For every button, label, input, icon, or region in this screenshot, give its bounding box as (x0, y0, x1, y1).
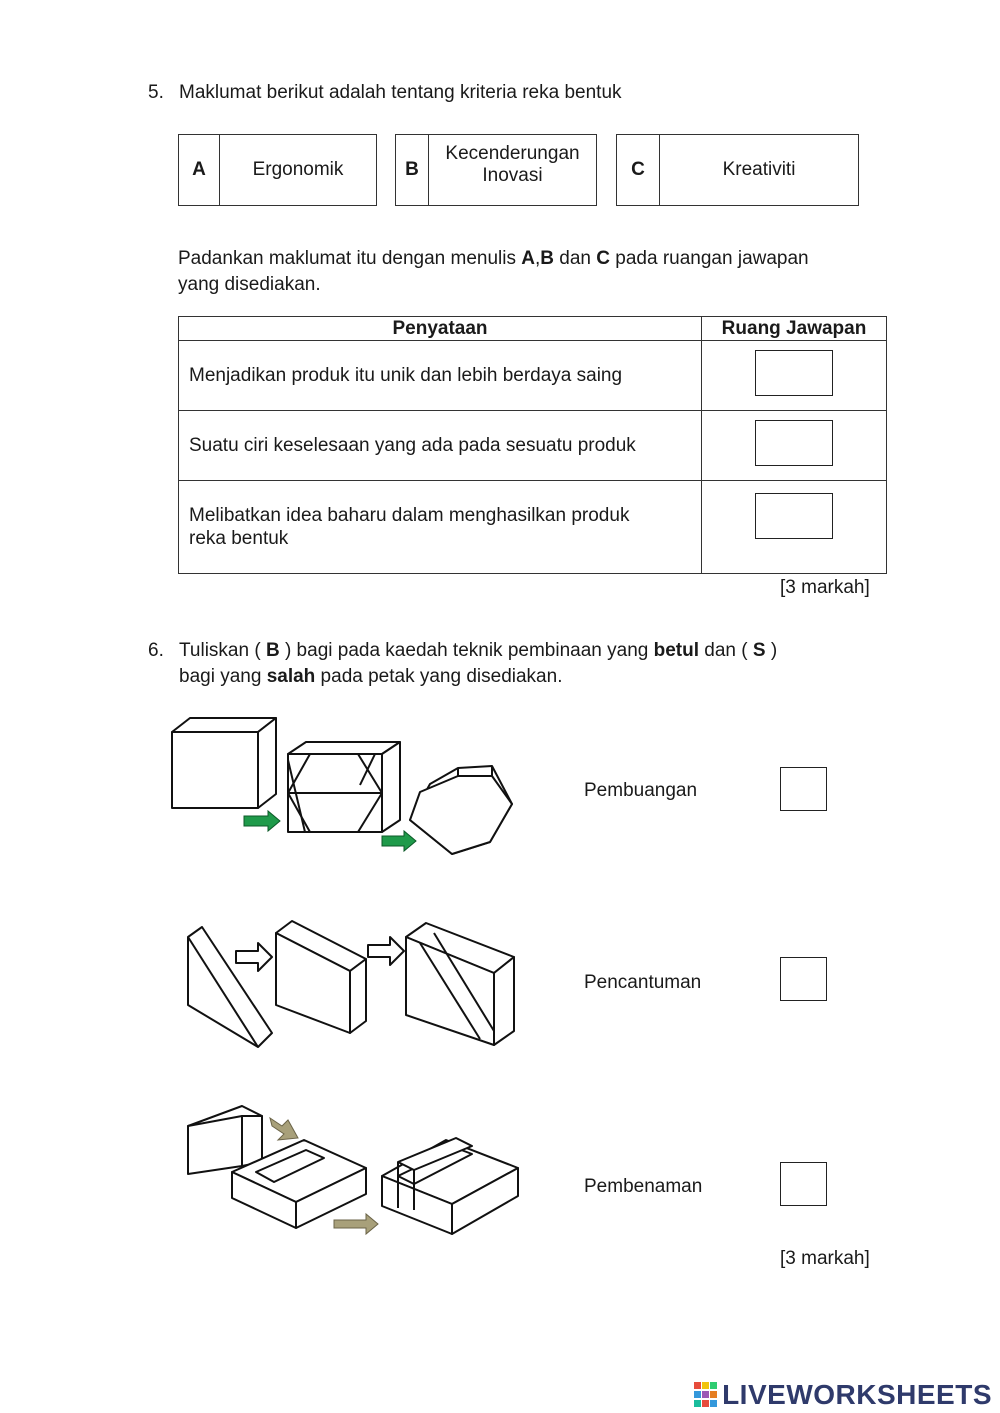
option-letter: B (396, 135, 429, 205)
white-arrow-icon (236, 943, 272, 971)
answer-input-box[interactable] (755, 350, 833, 396)
q6-marks: [3 markah] (780, 1248, 870, 1269)
small-block-front (188, 1116, 242, 1174)
liveworksheets-brand-text: LIVEWORKSHEETS (722, 1379, 992, 1410)
answer-box-pembuangan[interactable] (780, 767, 827, 811)
table-header-row (179, 317, 887, 341)
cut-cube-side (382, 742, 400, 832)
item-label-pembenaman: Pembenaman (584, 1176, 703, 1197)
cube-front-face (172, 732, 258, 808)
option-letter: A (179, 135, 220, 205)
q6-number: 6. (148, 640, 164, 661)
header-statement: Penyataan (179, 317, 702, 341)
tan-arrow-icon (334, 1214, 378, 1234)
item-label-pembuangan: Pembuangan (584, 780, 698, 801)
block-side (350, 959, 366, 1033)
table-row (179, 481, 887, 574)
pembenaman-figure (180, 1098, 530, 1248)
option-box-c (616, 134, 859, 206)
green-arrow-icon (244, 811, 280, 831)
q5-marks: [3 markah] (780, 577, 870, 598)
option-label: Kreativiti (722, 159, 796, 180)
statement-cell: Suatu ciri keselesaan yang ada pada sesuatu produk (179, 411, 702, 481)
answer-input-box[interactable] (755, 493, 833, 539)
header-answer: Ruang Jawapan (702, 317, 887, 341)
item-label-pencantuman: Pencantuman (584, 972, 702, 993)
statement-cell: Melibatkan idea baharu dalam menghasilkan produk reka bentuk (179, 481, 702, 574)
table-row (179, 411, 887, 481)
liveworksheets-logo (694, 1379, 992, 1411)
option-letter: C (617, 135, 660, 205)
answer-cell (702, 341, 887, 411)
statement-cell: Menjadikan produk itu unik dan lebih berdaya saing (179, 341, 702, 411)
option-label: Ergonomik (252, 159, 344, 180)
option-box-b (395, 134, 597, 206)
answer-cell (702, 481, 887, 574)
option-box-a (178, 134, 377, 206)
combined-side (494, 957, 514, 1045)
answer-box-pembenaman[interactable] (780, 1162, 827, 1206)
q6-question-text: Tuliskan ( B ) bagi pada kaedah teknik pembinaan yang betul dan ( S ) bagi yang salah pada petak yang disediakan. (179, 640, 778, 687)
small-block-side (242, 1116, 262, 1166)
cube-side-face (258, 718, 276, 808)
pembuangan-figure (160, 710, 530, 870)
option-label: Kecenderungan Inovasi (445, 143, 580, 186)
liveworksheets-logo-icon (694, 1382, 718, 1408)
tan-arrow-icon (270, 1118, 298, 1140)
white-arrow-icon (368, 937, 404, 965)
green-arrow-icon (382, 831, 416, 851)
pencantuman-figure (180, 905, 530, 1055)
hex-prism-front (410, 776, 512, 854)
answer-box-pencantuman[interactable] (780, 957, 827, 1001)
q5-instruction: Padankan maklumat itu dengan menulis A,B dan C pada ruangan jawapan yang disediakan. (178, 248, 809, 295)
matching-table (178, 316, 887, 574)
q5-number: 5. (148, 82, 164, 103)
q5-question-text: Maklumat berikut adalah tentang kriteria reka bentuk (179, 82, 622, 103)
answer-input-box[interactable] (755, 420, 833, 466)
answer-cell (702, 411, 887, 481)
table-row (179, 341, 887, 411)
